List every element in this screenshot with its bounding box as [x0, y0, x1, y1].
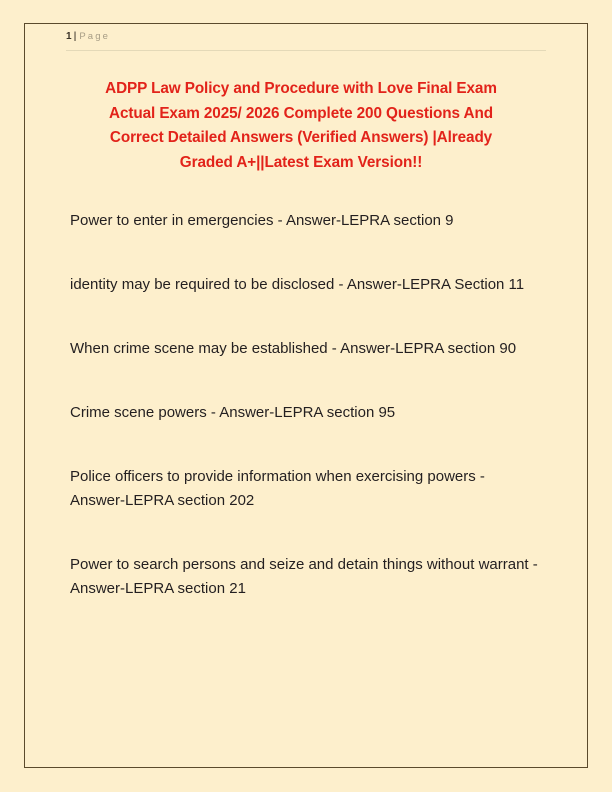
qa-item: identity may be required to be disclosed - Answer-LEPRA Section 11 — [70, 276, 525, 293]
qa-item: Power to search persons and seize and detain things without warrant - Answer-LEPRA section 21 — [70, 556, 538, 597]
page-header-label: Page — [79, 31, 110, 42]
document-title — [66, 77, 536, 175]
title-line-1: ADPP Law Policy and Procedure with Love Final Exam — [105, 80, 497, 97]
page-header-separator: | — [73, 31, 77, 42]
qa-item: Police officers to provide information when exercising powers - Answer-LEPRA section 202 — [70, 468, 485, 509]
qa-item: Crime scene powers - Answer-LEPRA section 95 — [70, 404, 396, 421]
header-divider — [66, 50, 546, 51]
title-line-3: Correct Detailed Answers (Verified Answers) |Already — [109, 129, 493, 146]
title-line-2: Actual Exam 2025/ 2026 Complete 200 Questions And — [109, 104, 493, 122]
page-number: 1 — [66, 31, 72, 42]
page-content — [66, 30, 546, 601]
qa-item: When crime scene may be established - Answer-LEPRA section 90 — [70, 340, 517, 357]
title-line-4: Graded A+||Latest Exam Version!! — [179, 153, 423, 171]
qa-item: Power to enter in emergencies - Answer-LEPRA section 9 — [70, 212, 454, 229]
question-answer-list — [66, 209, 546, 601]
running-header — [66, 30, 546, 49]
